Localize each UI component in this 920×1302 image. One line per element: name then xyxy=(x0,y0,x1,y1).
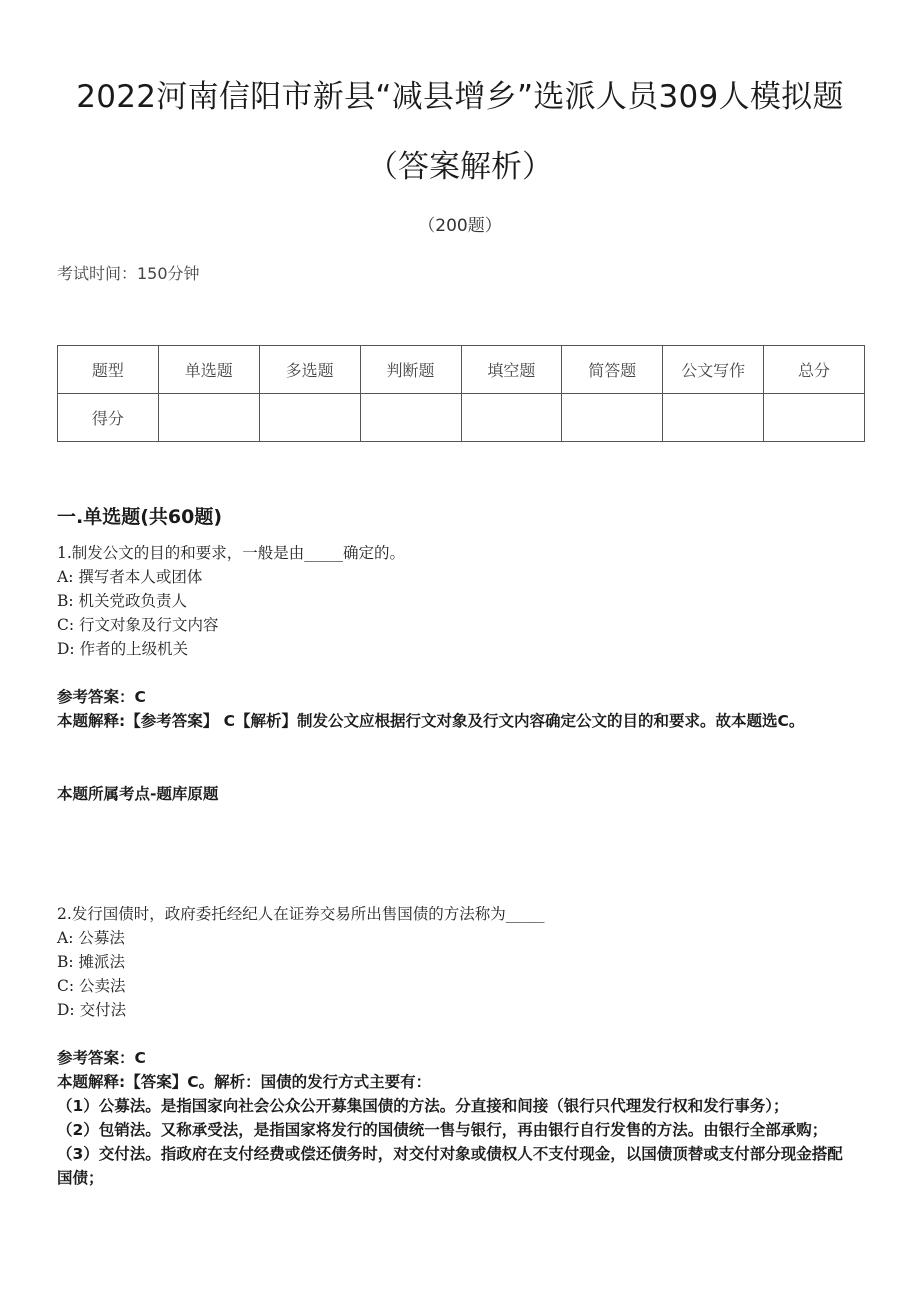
score-cell xyxy=(461,394,562,442)
option-d: D: 交付法 xyxy=(57,1001,127,1019)
option-c: C: 公卖法 xyxy=(57,977,126,995)
option-b: B: 机关党政负责人 xyxy=(57,592,188,610)
score-cell xyxy=(562,394,663,442)
option-a: A: 撰写者本人或团体 xyxy=(57,568,203,586)
exam-time: 考试时间：150分钟 xyxy=(57,264,200,283)
score-table-row-label: 得分 xyxy=(58,394,159,442)
score-cell xyxy=(663,394,764,442)
score-cell xyxy=(158,394,259,442)
score-cell xyxy=(360,394,461,442)
answer-block-2 xyxy=(57,1046,857,1190)
score-table-score-row xyxy=(58,394,865,442)
score-table-header-cell: 题型 xyxy=(58,346,159,394)
question-count: （200题） xyxy=(418,216,502,236)
explanation-line: 本题解释:【答案】C。解析：国债的发行方式主要有： xyxy=(57,1073,432,1091)
document-title-line-1: 2022河南信阳市新县“减县增乡”选派人员309人模拟题 xyxy=(76,79,844,115)
score-cell xyxy=(259,394,360,442)
question-stem: 2.发行国债时，政府委托经纪人在证券交易所出售国债的方法称为_____ xyxy=(57,905,545,923)
document-title-line-2: （答案解析） xyxy=(367,149,553,185)
reference-answer: 参考答案：C xyxy=(57,688,146,706)
topic-note xyxy=(57,782,857,806)
score-table xyxy=(57,345,865,442)
score-table-header-cell: 判断题 xyxy=(360,346,461,394)
score-table-header-cell: 总分 xyxy=(764,346,865,394)
option-b: B: 摊派法 xyxy=(57,953,126,971)
score-table-header-row xyxy=(58,346,865,394)
explanation-line: 本题解释:【参考答案】 C【解析】制发公文应根据行文对象及行文内容确定公文的目的和要求。故本题选C。 xyxy=(57,712,805,730)
answer-block-1 xyxy=(57,685,857,733)
score-table-header-cell: 公文写作 xyxy=(663,346,764,394)
question-stem: 1.制发公文的目的和要求，一般是由_____确定的。 xyxy=(57,544,406,562)
explanation-line: （3）交付法。指政府在支付经费或偿还债务时，对交付对象或债权人不支付现金，以国债顶替或支付部分现金搭配国债； xyxy=(57,1145,843,1187)
option-d: D: 作者的上级机关 xyxy=(57,640,189,658)
question-2 xyxy=(57,902,857,1022)
option-c: C: 行文对象及行文内容 xyxy=(57,616,219,634)
score-table-header-cell: 多选题 xyxy=(259,346,360,394)
section-heading: 一.单选题(共60题) xyxy=(57,506,223,528)
score-table-header-cell: 填空题 xyxy=(461,346,562,394)
reference-answer: 参考答案：C xyxy=(57,1049,146,1067)
score-cell xyxy=(764,394,865,442)
score-table-header-cell: 单选题 xyxy=(158,346,259,394)
question-1 xyxy=(57,541,857,661)
option-a: A: 公募法 xyxy=(57,929,125,947)
explanation-line: （2）包销法。又称承受法，是指国家将发行的国债统一售与银行，再由银行自行发售的方法。由银行全部承购； xyxy=(57,1121,828,1139)
topic-label: 本题所属考点-题库原题 xyxy=(57,785,219,803)
explanation-line: （1）公募法。是指国家向社会公众公开募集国债的方法。分直接和间接（银行只代理发行权和发行事务）； xyxy=(57,1097,789,1115)
score-table-header-cell: 简答题 xyxy=(562,346,663,394)
